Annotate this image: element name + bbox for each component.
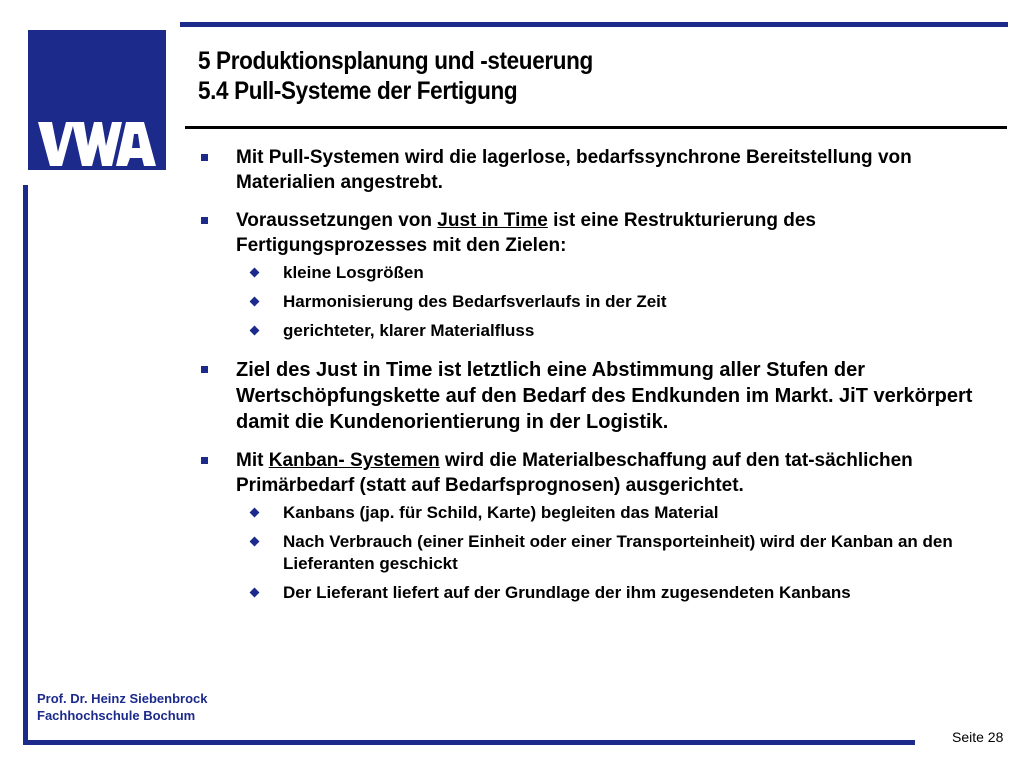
subitem-text: Der Lieferant liefert auf der Grundlage der ihm zugesendeten Kanbans: [283, 583, 851, 602]
vwa-logo-icon: [28, 30, 166, 170]
bullet-text: wird die Materialbeschaffung auf den tat-sächlichen Primärbedarf (statt auf Bedarfsprognosen) ausgerichtet.: [236, 450, 913, 496]
bullet-text: ist eine Restrukturierung des Fertigungsprozesses mit den Zielen:: [236, 210, 816, 256]
subitem: [198, 502, 998, 524]
subitem: [198, 320, 998, 342]
subitem: [198, 291, 998, 313]
bullet-voraussetzungen: [198, 208, 998, 258]
bullet-text: Ziel des Just in Time ist letztlich eine Abstimmung aller Stufen der Wertschöpfungskette auf den Bedarf des Endkunden im Markt. JiT verkörpert damit die Kundenorientierung in der Logistik.: [236, 359, 973, 433]
top-divider: [180, 22, 1008, 27]
square-bullet-icon: [201, 217, 208, 224]
footer-author: [37, 690, 208, 724]
page-title: [198, 46, 593, 106]
diamond-bullet-icon: [250, 297, 260, 307]
title-line-2: 5.4 Pull-Systeme der Fertigung: [198, 77, 518, 105]
square-bullet-icon: [201, 366, 208, 373]
bullet-text: Mit Pull-Systemen wird die lagerlose, bedarfssynchrone Bereitstellung von Materialien angestrebt.: [236, 147, 912, 193]
term-just-in-time: Just in Time: [437, 210, 548, 231]
page-number: Seite 28: [952, 729, 1004, 745]
subitem: [198, 262, 998, 284]
subitem-text: Nach Verbrauch (einer Einheit oder einer Transporteinheit) wird der Kanban an den Lieferanten geschickt: [283, 532, 953, 573]
bullet-pull-systeme: [198, 145, 998, 195]
square-bullet-icon: [201, 457, 208, 464]
diamond-bullet-icon: [250, 588, 260, 598]
title-line-1: 5 Produktionsplanung und -steuerung: [198, 47, 593, 75]
bullet-text: Voraussetzungen von: [236, 210, 438, 231]
subitem-text: kleine Losgrößen: [283, 263, 424, 282]
subitem: [198, 531, 998, 575]
bullet-ziel-jit: [198, 357, 998, 435]
subitem-text: Kanbans (jap. für Schild, Karte) begleiten das Material: [283, 503, 719, 522]
subitem-text: gerichteter, klarer Materialfluss: [283, 321, 535, 340]
author-name: Prof. Dr. Heinz Siebenbrock: [37, 691, 208, 706]
subitem: [198, 582, 998, 604]
diamond-bullet-icon: [250, 508, 260, 518]
title-underline: [185, 126, 1007, 129]
bullet-text: Mit: [236, 450, 269, 471]
diamond-bullet-icon: [250, 537, 260, 547]
diamond-bullet-icon: [250, 326, 260, 336]
left-divider: [23, 185, 28, 745]
slide-content: [198, 145, 998, 611]
diamond-bullet-icon: [250, 268, 260, 278]
term-kanban-systeme: Kanban- Systemen: [268, 450, 440, 471]
square-bullet-icon: [201, 154, 208, 161]
subitem-text: Harmonisierung des Bedarfsverlaufs in der Zeit: [283, 292, 667, 311]
author-institution: Fachhochschule Bochum: [37, 708, 196, 723]
vwa-logo: [28, 30, 166, 170]
bullet-kanban: [198, 448, 998, 498]
bottom-divider: [23, 740, 915, 745]
